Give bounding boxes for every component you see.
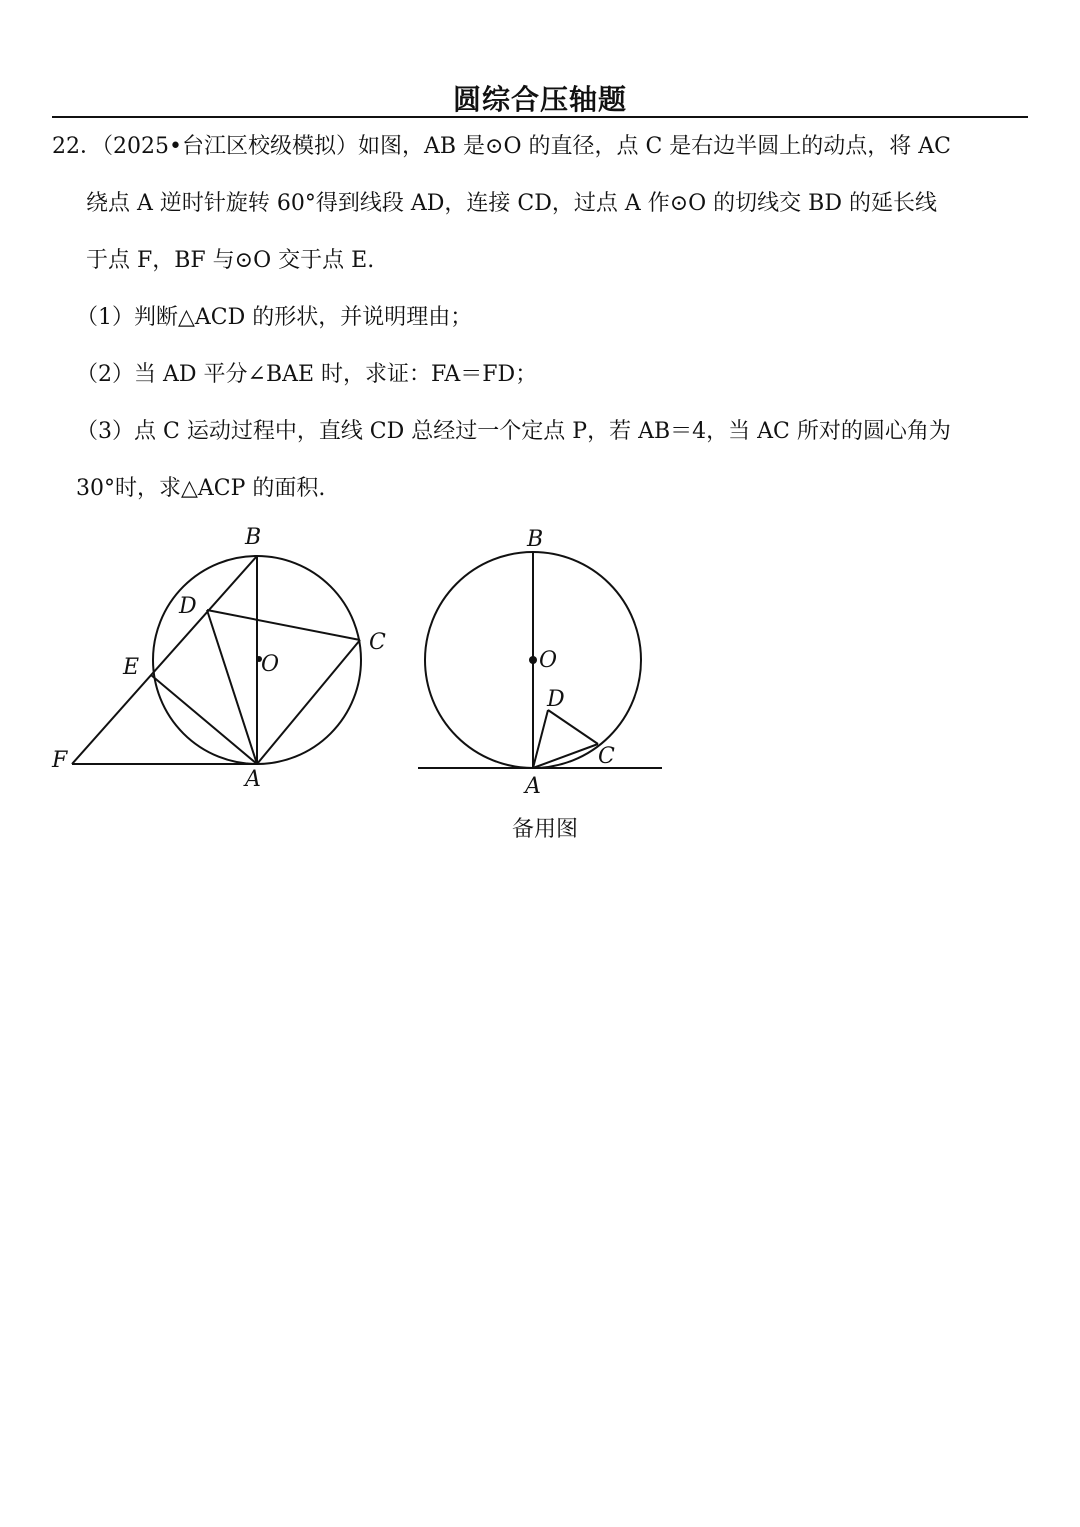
figure-main	[72, 556, 361, 764]
label-b: B	[245, 525, 262, 550]
geometry-figures	[0, 500, 1080, 820]
label-c: C	[369, 630, 386, 655]
question-3: （3）点 C 运动过程中，直线 CD 总经过一个定点 P，若 AB＝4，当 AC 所对的圆心角为	[76, 419, 951, 444]
page-title: 圆综合压轴题	[452, 83, 627, 116]
question-1: （1）判断△ACD 的形状，并说明理由；	[76, 305, 473, 330]
problem-line-2: 绕点 A 逆时针旋转 60°得到线段 AD，连接 CD，过点 A 作⊙O 的切线交 BD 的延长线	[86, 191, 937, 216]
backup-label-c: C	[598, 744, 615, 769]
segment-ae	[151, 675, 257, 764]
segment-ad	[207, 610, 257, 764]
question-3-continued: 30°时，求△ACP 的面积.	[76, 476, 326, 501]
question-2: （2）当 AD 平分∠BAE 时，求证：FA＝FD；	[76, 362, 538, 387]
header-rule	[52, 116, 1028, 118]
label-e: E	[123, 655, 140, 680]
backup-figure-caption: 备用图	[511, 817, 578, 842]
backup-label-d: D	[547, 687, 565, 712]
label-d: D	[179, 594, 197, 619]
center-point-o-backup	[529, 656, 537, 664]
segment-dc	[207, 610, 360, 640]
line-bf	[72, 556, 257, 764]
segment-dc-backup	[548, 710, 598, 744]
backup-label-a: A	[525, 774, 541, 799]
backup-label-b: B	[527, 527, 544, 552]
label-o: O	[261, 652, 280, 677]
label-a: A	[245, 767, 261, 792]
label-f: F	[52, 748, 68, 773]
segment-ac-backup	[533, 744, 598, 768]
backup-label-o: O	[539, 648, 558, 673]
problem-line-3: 于点 F，BF 与⊙O 交于点 E.	[86, 248, 375, 273]
segment-ad-backup	[533, 710, 548, 768]
problem-line-1: 22．（2025•台江区校级模拟）如图，AB 是⊙O 的直径，点 C 是右边半圆上的动点，将 AC	[52, 134, 952, 159]
